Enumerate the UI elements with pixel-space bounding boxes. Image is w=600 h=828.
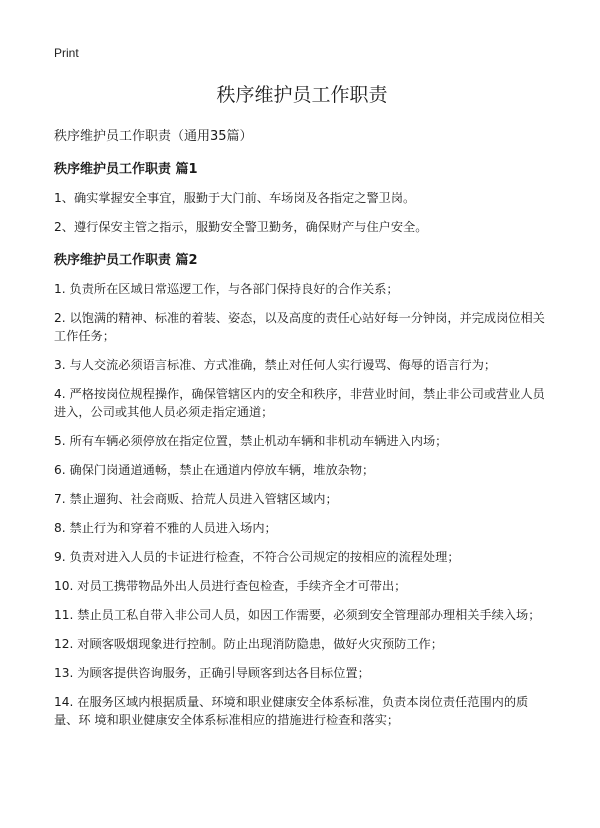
paragraph: 2、遵行保安主管之指示，服勤安全警卫勤务，确保财产与住户安全。 — [54, 220, 428, 234]
paragraph: 14. 在服务区域内根据质量、环境和职业健康安全体系标准，负责本岗位责任范围内的质量、环 境和职业健康安全体系标准相应的措施进行检查和落实； — [54, 695, 529, 727]
paragraph: 4. 严格按岗位规程操作，确保管辖区内的安全和秩序，非营业时间，禁止非公司或营业人员进入，公司或其他人员必须走指定通道； — [54, 387, 545, 419]
page-title: 秩序维护员工作职责 — [216, 84, 388, 106]
paragraph: 1. 负责所在区域日常巡逻工作，与各部门保持良好的合作关系； — [54, 282, 399, 296]
section-heading-1: 秩序维护员工作职责 篇1 — [54, 162, 198, 177]
paragraph: 5. 所有车辆必须停放在指定位置，禁止机动车辆和非机动车辆进入内场； — [54, 434, 448, 448]
section-heading-2: 秩序维护员工作职责 篇2 — [54, 253, 198, 268]
paragraph: 12. 对顾客吸烟现象进行控制。防止出现消防隐患，做好火灾预防工作； — [54, 637, 443, 651]
paragraph: 11. 禁止员工私自带入非公司人员，如因工作需要，必须到安全管理部办理相关手续入场； — [54, 608, 541, 622]
paragraph: 9. 负责对进入人员的卡证进行检查，不符合公司规定的按相应的流程处理； — [54, 550, 460, 564]
paragraph: 6. 确保门岗通道通畅，禁止在通道内停放车辆，堆放杂物； — [54, 463, 375, 477]
paragraph: 10. 对员工携带物品外出人员进行查包检查，手续齐全才可带出； — [54, 579, 407, 593]
paragraph: 2. 以饱满的精神、标准的着装、姿态，以及高度的责任心站好每一分钟岗，并完成岗位相关工作任务； — [54, 311, 545, 343]
document-subtitle: 秩序维护员工作职责（通用35篇） — [54, 129, 253, 144]
print-link[interactable]: Print — [54, 46, 79, 60]
paragraph: 7. 禁止遛狗、社会商贩、拾荒人员进入管辖区域内； — [54, 492, 338, 506]
paragraph: 3. 与人交流必须语言标准、方式准确，禁止对任何人实行谩骂、侮辱的语言行为； — [54, 358, 497, 372]
paragraph: 8. 禁止行为和穿着不雅的人员进入场内； — [54, 521, 277, 535]
paragraph: 13. 为顾客提供咨询服务，正确引导顾客到达各目标位置； — [54, 666, 370, 680]
paragraph: 1、确实掌握安全事宜，服勤于大门前、车场岗及各指定之警卫岗。 — [54, 191, 416, 205]
